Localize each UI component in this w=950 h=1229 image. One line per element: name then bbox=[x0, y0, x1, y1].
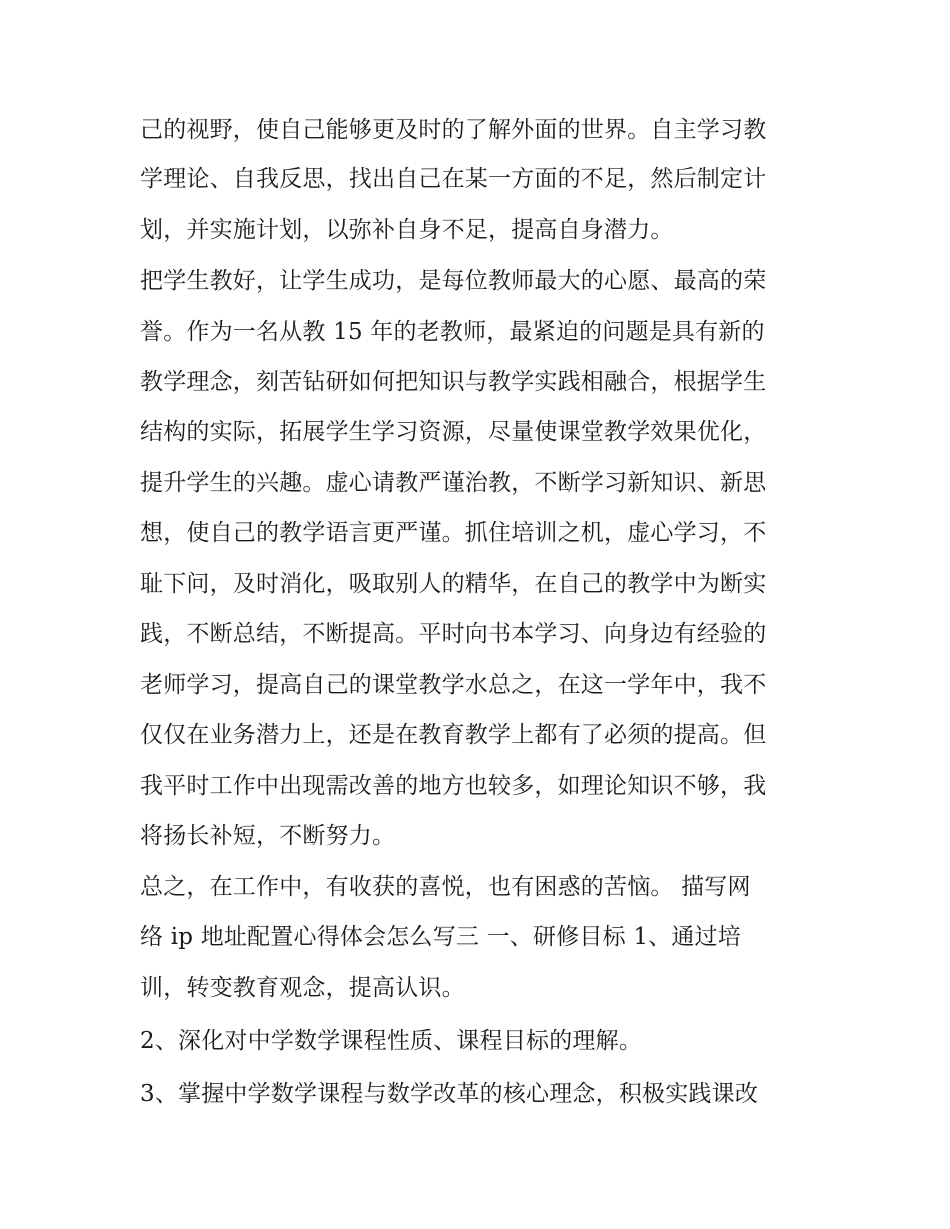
text-line: 提升学生的兴趣。虚心请教严谨治教，不断学习新知识、新思 bbox=[140, 470, 767, 496]
text-line: 3、掌握中学数学课程与数学改革的核心理念，积极实践课改 bbox=[140, 1081, 759, 1107]
text-line: 把学生教好，让学生成功，是每位教师最大的心愿、最高的荣 bbox=[140, 268, 767, 294]
text-line: 我平时工作中出现需改善的地方也较多，如理论知识不够，我 bbox=[140, 773, 767, 799]
text-line: 络 ip 地址配置心得体会怎么写三 一、研修目标 1、通过培 bbox=[140, 924, 741, 950]
text-line: 2、深化对中学数学课程性质、课程目标的理解。 bbox=[140, 1028, 643, 1054]
text-line: 总之，在工作中，有收获的喜悦，也有困惑的苦恼。 描写网 bbox=[140, 874, 751, 900]
text-line: 将扬长补短，不断努力。 bbox=[140, 823, 396, 849]
text-line: 仅仅在业务潜力上，还是在教育教学上都有了必须的提高。但 bbox=[140, 722, 767, 748]
text-line: 想，使自己的教学语言更严谨。抓住培训之机，虚心学习，不 bbox=[140, 520, 767, 546]
text-line: 划，并实施计划，以弥补自身不足，提高自身潜力。 bbox=[140, 217, 674, 243]
text-line: 耻下问，及时消化，吸取别人的精华，在自己的教学中为断实 bbox=[140, 571, 767, 597]
text-line: 训，转变教育观念，提高认识。 bbox=[140, 975, 465, 1001]
text-line: 践，不断总结，不断提高。平时向书本学习、向身边有经验的 bbox=[140, 621, 767, 647]
text-line: 结构的实际，拓展学生学习资源，尽量使课堂教学效果优化， bbox=[140, 419, 767, 445]
text-line: 老师学习，提高自己的课堂教学水总之，在这一学年中，我不 bbox=[140, 672, 767, 698]
text-line: 学理论、自我反思，找出自己在某一方面的不足，然后制定计 bbox=[140, 166, 767, 192]
text-line: 誉。作为一名从教 15 年的老教师，最紧迫的问题是具有新的 bbox=[140, 319, 765, 345]
text-line: 己的视野，使自己能够更及时的了解外面的世界。自主学习教 bbox=[140, 117, 767, 143]
text-line: 教学理念，刻苦钻研如何把知识与教学实践相融合，根据学生 bbox=[140, 369, 767, 395]
